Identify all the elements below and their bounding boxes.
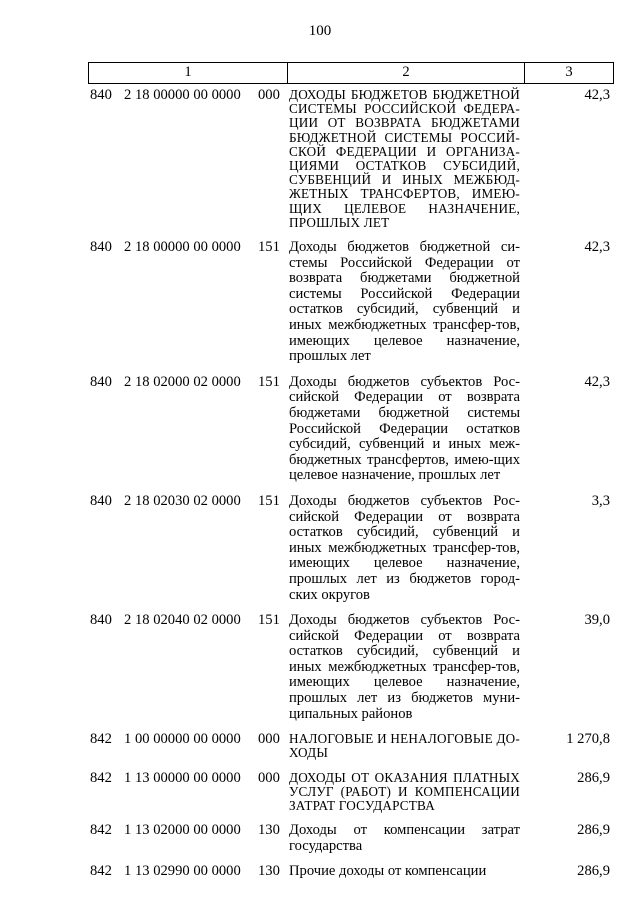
budget-code: 2 18 02040 02 0000 bbox=[124, 612, 241, 629]
income-name: Доходы бюджетов субъектов Рос-сийской Федерации от возврата остатков субсидий, субвенций и иных межбюджетных трансфер-тов, имеющих целевое назначение, прошлых лет из бюджетов город-ских округов bbox=[289, 492, 520, 603]
amount-value: 286,9 bbox=[577, 769, 610, 786]
income-name: ДОХОДЫ ОТ ОКАЗАНИЯ ПЛАТНЫХ УСЛУГ (РАБОТ) И КОМПЕНСАЦИИ ЗАТРАТ ГОСУДАРСТВА bbox=[289, 769, 520, 814]
header-col-3: 3 bbox=[565, 64, 573, 81]
income-name: Доходы бюджетов субъектов Рос-сийской Федерации от возврата остатков субсидий, субвенций и иных межбюджетных трансфер-тов, имеющих целевое назначение, прошлых лет из бюджетов муни-ципальных районов bbox=[289, 612, 520, 722]
budget-code: 1 00 00000 00 0000 bbox=[124, 731, 241, 748]
income-name: ДОХОДЫ БЮДЖЕТОВ БЮДЖЕТНОЙ СИСТЕМЫ РОССИЙСКОЙ ФЕДЕРА-ЦИИ ОТ ВОЗВРАТА БЮДЖЕТАМИ БЮДЖЕТНОЙ СИСТЕМЫ РОССИЙ-СКОЙ ФЕДЕРАЦИИ И ОРГАНИЗА-ЦИЯМИ ОСТАТКОВ СУБСИДИЙ, СУБВЕНЦИЙ И ИНЫХ МЕЖБЮД-ЖЕТНЫХ ТРАНСФЕРТОВ, ИМЕЮ-ЩИХ ЦЕЛЕВОЕ НАЗНАЧЕНИЕ, ПРОШЛЫХ ЛЕТ bbox=[289, 87, 520, 230]
admin-code: 840 bbox=[90, 492, 112, 509]
budget-code: 1 13 02990 00 0000 bbox=[124, 863, 241, 880]
header-col-1: 1 bbox=[89, 63, 288, 83]
table-row bbox=[0, 240, 640, 365]
table-row bbox=[0, 771, 640, 814]
amount-value: 286,9 bbox=[577, 863, 610, 880]
amount-value: 42,3 bbox=[584, 87, 610, 103]
table-row bbox=[0, 494, 640, 603]
admin-code: 842 bbox=[90, 822, 112, 839]
sub-code: 000 bbox=[258, 769, 280, 786]
sub-code: 130 bbox=[258, 863, 280, 880]
table-row bbox=[0, 864, 640, 880]
budget-code: 1 13 02000 00 0000 bbox=[124, 822, 241, 839]
table-row bbox=[0, 88, 640, 230]
admin-code: 840 bbox=[90, 612, 112, 629]
sub-code: 151 bbox=[258, 612, 280, 629]
sub-code: 151 bbox=[258, 239, 280, 256]
budget-code: 1 13 00000 00 0000 bbox=[124, 769, 241, 786]
sub-code: 000 bbox=[258, 731, 280, 748]
income-name: Прочие доходы от компенсации bbox=[289, 863, 487, 880]
admin-code: 840 bbox=[90, 239, 112, 256]
table-row bbox=[0, 823, 640, 854]
admin-code: 840 bbox=[90, 373, 112, 390]
budget-code: 2 18 00000 00 0000 bbox=[124, 239, 241, 256]
admin-code: 842 bbox=[90, 731, 112, 748]
budget-code: 2 18 00000 00 0000 bbox=[124, 87, 241, 103]
budget-code: 2 18 02000 02 0000 bbox=[124, 373, 241, 390]
sub-code: 000 bbox=[258, 87, 280, 103]
budget-code: 2 18 02030 02 0000 bbox=[124, 492, 241, 509]
income-name: Доходы бюджетов субъектов Рос-сийской Федерации от возврата бюджетами бюджетной системы Российской Федерации остатков субсидий, субвенций и иных меж-бюджетных трансфертов, имею-щих целевое назначение, прошлых лет bbox=[289, 373, 520, 484]
table-row bbox=[0, 732, 640, 760]
sub-code: 130 bbox=[258, 822, 280, 839]
amount-value: 39,0 bbox=[584, 612, 610, 629]
income-name: Доходы бюджетов бюджетной си-стемы Российской Федерации от возврата бюджетами бюджетной системы Российской Федерации остатков субсидий, субвенций и иных межбюджетных трансфер-тов, имеющих целевое назначение, прошлых лет bbox=[289, 239, 520, 365]
table-header bbox=[88, 62, 614, 84]
page-number: 100 bbox=[308, 23, 332, 39]
header-col-2: 2 bbox=[288, 63, 525, 83]
amount-value: 1 270,8 bbox=[566, 731, 610, 748]
amount-value: 42,3 bbox=[584, 373, 610, 390]
amount-value: 42,3 bbox=[584, 239, 610, 256]
amount-value: 286,9 bbox=[577, 822, 610, 839]
income-name: Доходы от компенсации затрат государства bbox=[289, 822, 520, 854]
table-row bbox=[0, 613, 640, 722]
sub-code: 151 bbox=[258, 492, 280, 509]
admin-code: 840 bbox=[90, 87, 112, 103]
table-row bbox=[0, 375, 640, 484]
sub-code: 151 bbox=[258, 373, 280, 390]
amount-value: 3,3 bbox=[591, 492, 610, 509]
admin-code: 842 bbox=[90, 863, 112, 880]
table-body bbox=[0, 88, 640, 890]
admin-code: 842 bbox=[90, 769, 112, 786]
income-name: НАЛОГОВЫЕ И НЕНАЛОГОВЫЕ ДО-ХОДЫ bbox=[289, 731, 520, 761]
